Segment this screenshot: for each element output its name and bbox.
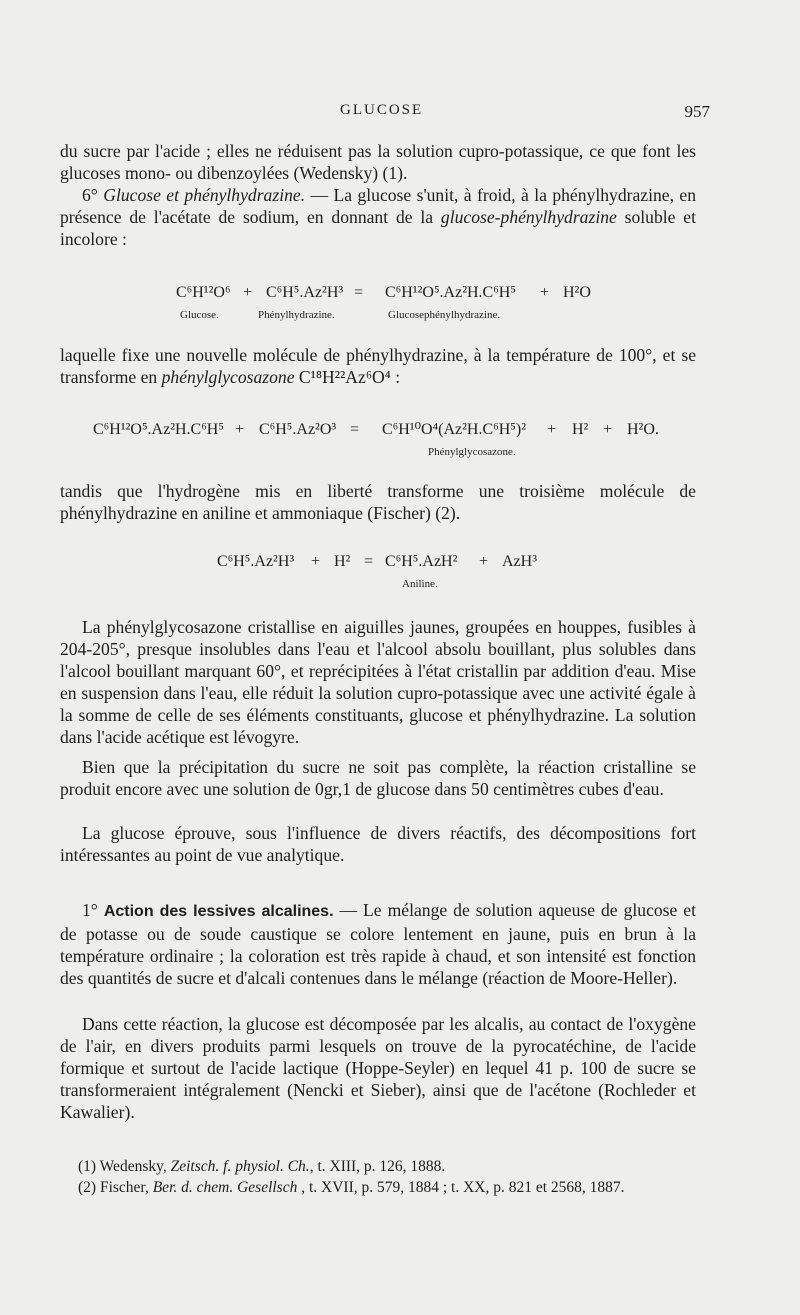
formula-term: H²O. [627,421,659,438]
formula-caption: Phénylhydrazine. [258,309,335,321]
formula-operator: + [603,421,613,438]
formula-operator: + [235,421,245,438]
section-number: 1° [82,900,104,920]
paragraph-text: — Le mélange de solution aqueuse de glucose et de potasse ou de soude caustique se colore lentement en jaune, puis en brun à la température ordinaire ; la coloration est très rapide à chaud, et son intensité est fonction des quantités de sucre et d'alcali contenues dans le mélange (réaction de Moore-Heller). [60,900,696,988]
formula-caption: Aniline. [402,578,438,590]
paragraph-alkaline-action [60,899,696,989]
paragraph-4: tandis que l'hydrogène mis en liberté transforme une troisième molécule de phénylhydrazine en aniline et ammoniaque (Fischer) (2). [60,481,696,523]
paragraph-5: La phénylglycosazone cristallise en aiguilles jaunes, groupées en houppes, fusibles à 204-205°, presque insolubles dans l'eau et l'alcool absolu bouillant, plus solubles dans l'alcool bouillant marquant 60°, et reprécipitées à l'état cristallin par addition d'eau. Mise en suspension dans l'eau, elle réduit la solution cupro-potassique avec une activité égale à la somme de celle de ses éléments constituants, glucose et phénylhydrazine. La solution dans l'acide acétique est lévogyre. [60,617,696,747]
paragraph-6: Bien que la précipitation du sucre ne soit pas complète, la réaction cristalline se produit encore avec une solution de 0gr,1 de glucose dans 50 centimètres cubes d'eau. [60,757,696,799]
term: glucose-phénylhydrazine [440,207,617,227]
formula-term: C⁶H¹²O⁵.Az²H.C⁶H⁵ [385,284,516,301]
term: phénylglycosazone [161,367,295,387]
page-header [60,102,710,126]
running-title: GLUCOSE [340,102,424,118]
footnote-mark: (2) [78,1179,97,1196]
formula-term: C⁶H¹²O⁶ [176,284,231,301]
formula-operator: + [540,284,550,301]
footnote-text: , t. XIII, p. 126, 1888. [309,1158,446,1175]
formula-term: AzH³ [502,553,538,570]
paragraph-9: Dans cette réaction, la glucose est décomposée par les alcalis, au contact de l'oxygène de l'air, en divers produits parmi lesquels on trouve de la pyrocatéchine, de l'acide formique et surtout de l'acide lactique (Hoppe-Seyler) en lequel 41 p. 100 de sucre se transformeraient intégralement (Nencki et Sieber), ainsi que de l'acétone (Rochleder et Kawalier). [60,1014,696,1122]
formula-term: C⁶H⁵.Az²H³ [217,553,295,570]
formula-term: C⁶H⁵.Az²H³ [266,284,344,301]
footnotes [78,1156,718,1198]
formula-caption: Glucosephénylhydrazine. [388,309,501,321]
formula-term: H² [572,421,589,438]
inline-formula: C¹⁸H²²Az⁶O⁴ : [294,367,401,387]
formula-operator: + [547,421,557,438]
paragraph-1: du sucre par l'acide ; elles ne réduisent pas la solution cupro-potassique, ce que font les glucoses mono- ou dibenzoylées (Wedensky) (1). [60,141,696,183]
footnote-text: , t. XVII, p. 579, 1884 ; t. XX, p. 821 et 2568, 1887. [297,1179,625,1196]
paragraph-3 [60,344,696,388]
section-title: Glucose et phénylhydrazine. [103,185,306,205]
formula-operator: + [243,284,253,301]
formula-term: H² [334,553,351,570]
formula-term: H²O [563,284,591,301]
section-number: 6° [82,185,104,205]
formula-caption: Glucose. [180,309,219,321]
formula-operator: + [311,553,321,570]
footnote-mark: (1) [78,1158,97,1175]
paragraph-7: La glucose éprouve, sous l'influence de divers réactifs, des décompositions fort intéressantes au point de vue analytique. [60,823,696,865]
formula-term: C⁶H¹⁰O⁴(Az²H.C⁶H⁵)² [382,421,526,438]
footnote [78,1156,718,1177]
footnote-journal: Ber. d. chem. Gesellsch [152,1179,298,1196]
formula-term: C⁶H⁵.Az²O³ [259,421,337,438]
formula-operator: + [479,553,489,570]
formula-term: C⁶H⁵.AzH² [385,553,458,570]
footnote-journal: Zeitsch. f. physiol. Ch. [170,1158,310,1175]
page-number: 957 [684,102,710,121]
formula-operator: = [364,553,374,570]
formula-term: C⁶H¹²O⁵.Az²H.C⁶H⁵ [93,421,224,438]
footnote [78,1177,718,1198]
paragraph-text: — La glucose s'unit, à froid, à la phénylhydrazine, en présence de l'acétate de sodium, en donnant de la [60,185,696,227]
formula-operator: = [354,284,364,301]
paragraph-text: laquelle fixe une nouvelle molécule de phénylhydrazine, à la température de 100°, et se transforme en [60,345,696,387]
paragraph-glucose-phenylhydrazine [60,184,696,250]
section-title: Action des lessives alcalines. [103,903,334,920]
footnote-text: Fischer, [96,1179,153,1196]
footnote-text: Wedensky, [96,1158,171,1175]
formula-operator: = [350,421,360,438]
paragraph-text: soluble et incolore : [60,207,696,249]
formula-caption: Phénylglycosazone. [428,446,516,458]
